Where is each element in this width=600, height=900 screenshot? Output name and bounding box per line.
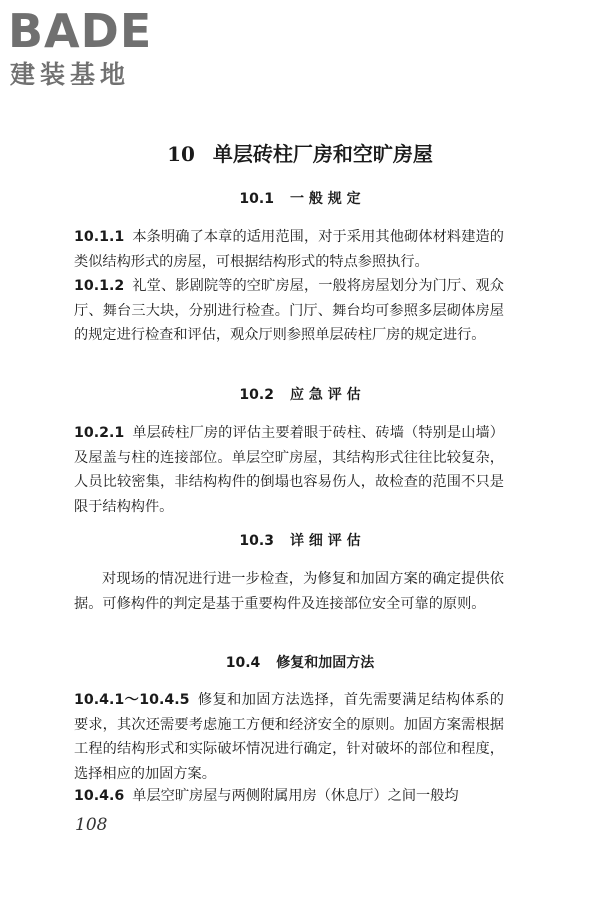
body-paragraph (74, 567, 504, 616)
clause-paragraph (74, 274, 504, 348)
clause-text: 单层空旷房屋与两侧附属用房（休息厅）之间一般均 (132, 788, 459, 804)
clause-paragraph (74, 688, 504, 786)
chapter-title (0, 140, 600, 168)
section-title: 一 般 规 定 (289, 191, 361, 207)
section-title: 修复和加固方法 (276, 655, 375, 671)
clause-paragraph (74, 784, 504, 809)
clause-paragraph (74, 225, 504, 274)
paragraph-text: 对现场的情况进行进一步检查，为修复和加固方案的确定提供依据。可修构件的判定是基于重要构件及连接部位安全可靠的原则。 (74, 571, 504, 612)
section-heading (0, 652, 600, 674)
section-number: 10.3 (239, 533, 274, 549)
publisher-logo (8, 6, 178, 92)
chapter-title-text: 单层砖柱厂房和空旷房屋 (212, 142, 433, 166)
clause-text: 修复和加固方法选择，首先需要满足结构体系的要求，其次还需要考虑施工方便和经济安全的原则。加固方案需根据工程的结构形式和实际破坏情况进行确定，针对破坏的部位和程度，选择相应的加固方案。 (74, 692, 504, 782)
clause-number: 10.1.1 (74, 229, 125, 245)
chapter-number: 10 (167, 142, 195, 166)
clause-paragraph (74, 421, 504, 519)
clause-text: 单层砖柱厂房的评估主要着眼于砖柱、砖墙（特别是山墙）及屋盖与柱的连接部位。单层空旷房屋，其结构形式往往比较复杂，人员比较密集，非结构构件的倒塌也容易伤人，故检查的范围不只是限于结构构件。 (74, 425, 504, 515)
clause-number: 10.2.1 (74, 425, 125, 441)
logo-subtitle: 建装基地 (10, 60, 131, 89)
clause-text: 礼堂、影剧院等的空旷房屋，一般将房屋划分为门厅、观众厅、舞台三大块，分别进行检查。门厅、舞台均可参照多层砌体房屋的规定进行检查和评估，观众厅则参照单层砖柱厂房的规定进行。 (74, 278, 504, 343)
clause-number: 10.4.6 (74, 788, 125, 804)
clause-text: 本条明确了本章的适用范围，对于采用其他砌体材料建造的类似结构形式的房屋，可根据结构形式的特点参照执行。 (74, 229, 504, 270)
page-number: 108 (75, 815, 108, 835)
section-number: 10.1 (239, 191, 274, 207)
section-heading (0, 530, 600, 552)
section-heading (0, 384, 600, 406)
section-number: 10.4 (225, 655, 261, 671)
section-title: 详 细 评 估 (289, 533, 361, 549)
logo-brand: BADE (8, 4, 153, 58)
section-number: 10.2 (239, 387, 274, 403)
clause-number: 10.4.1～10.4.5 (74, 692, 190, 708)
section-title: 应 急 评 估 (289, 387, 361, 403)
clause-number: 10.1.2 (74, 278, 125, 294)
section-heading (0, 188, 600, 210)
